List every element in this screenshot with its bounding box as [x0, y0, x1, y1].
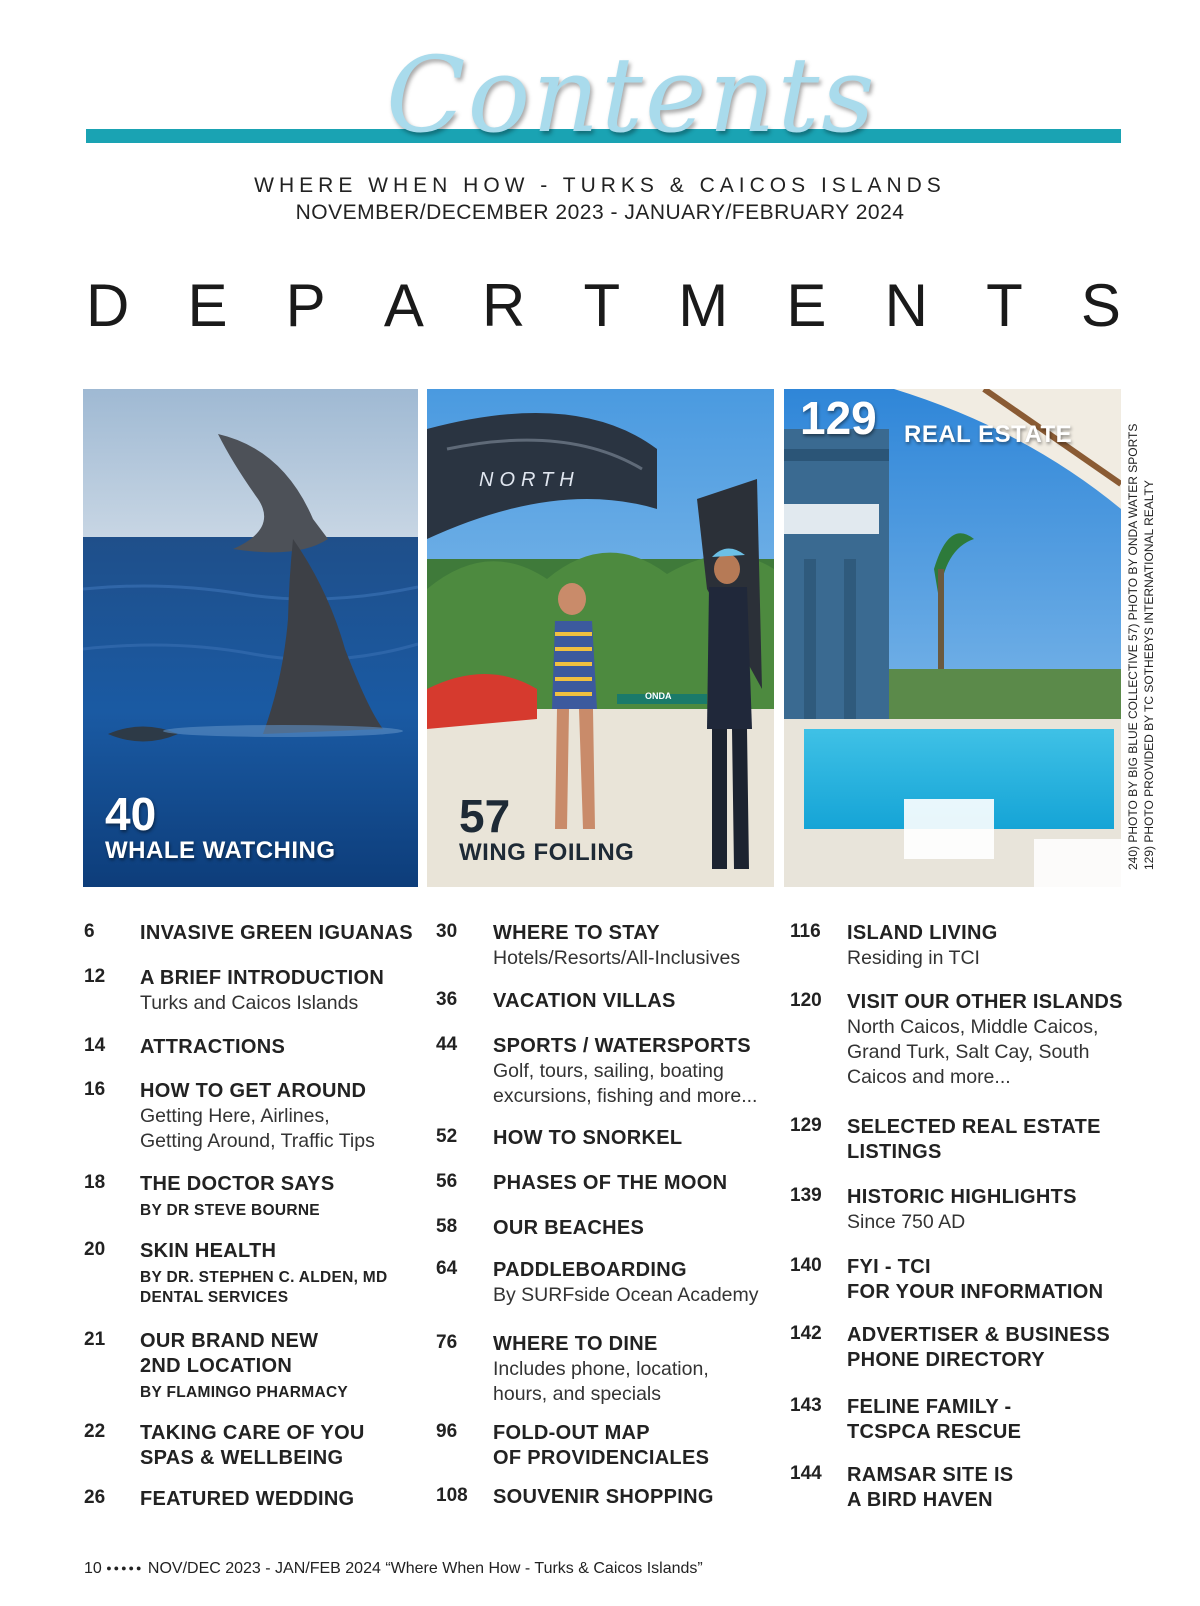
toc-title-line: SELECTED REAL ESTATE	[847, 1116, 1101, 1138]
toc-entry-text	[847, 1395, 1021, 1445]
toc-title-line: PADDLEBOARDING	[493, 1259, 687, 1281]
toc-page-number: 129	[790, 1115, 822, 1136]
toc-title-line: FYI - TCI	[847, 1256, 931, 1278]
toc-page-number: 64	[436, 1258, 458, 1279]
photo-caption: WING FOILING	[459, 839, 635, 866]
toc-title-line: 2ND LOCATION	[140, 1355, 293, 1377]
toc-page-number: 22	[84, 1421, 106, 1442]
toc-title-line: OUR BEACHES	[493, 1217, 645, 1239]
toc-entry-text	[493, 921, 740, 971]
toc-page-number: 14	[84, 1035, 106, 1056]
toc-title-line: OUR BRAND NEW	[140, 1330, 319, 1352]
toc-subtitle-line: Hotels/Resorts/All-Inclusives	[493, 947, 741, 969]
footer-page-number: 10	[84, 1560, 102, 1577]
photo-credits	[1125, 410, 1175, 870]
toc-entry-text	[847, 1255, 1103, 1305]
toc-page-number: 58	[436, 1216, 458, 1237]
toc-byline: BY DR. STEPHEN C. ALDEN, MD	[140, 1269, 388, 1286]
toc-entry-text	[493, 1171, 727, 1196]
toc-entry-text	[493, 989, 676, 1014]
departments-letter: A	[383, 271, 424, 339]
toc-page-number: 142	[790, 1323, 822, 1344]
toc-entry-text	[847, 1463, 1013, 1513]
toc-entry-text	[847, 1323, 1110, 1373]
photo-wing-foiling[interactable]	[427, 389, 774, 887]
toc-byline: DENTAL SERVICES	[140, 1289, 289, 1306]
toc-entry-text	[140, 921, 413, 946]
magazine-name: WHERE WHEN HOW - TURKS & CAICOS ISLANDS	[254, 174, 946, 197]
toc-page-number: 36	[436, 989, 458, 1010]
toc-title-line: PHONE DIRECTORY	[847, 1349, 1045, 1371]
toc-title-line: ISLAND LIVING	[847, 922, 998, 944]
toc-page-number: 143	[790, 1395, 822, 1416]
toc-title-line: SOUVENIR SHOPPING	[493, 1486, 714, 1508]
toc-title-line: WHERE TO STAY	[493, 922, 660, 944]
toc-title-line: INVASIVE GREEN IGUANAS	[140, 922, 413, 944]
footer-dots: ●●●●●	[106, 1563, 144, 1573]
departments-letter: T	[583, 271, 621, 339]
toc-page-number: 21	[84, 1329, 106, 1350]
departments-letter: N	[884, 271, 928, 339]
toc-entry-text	[847, 990, 1123, 1090]
toc-title-line: OF PROVIDENCIALES	[493, 1447, 710, 1469]
departments-letter: E	[187, 271, 228, 339]
toc-subtitle-line: Since 750 AD	[847, 1211, 966, 1233]
toc-title-line: SPORTS / WATERSPORTS	[493, 1035, 751, 1057]
toc-entry-text	[847, 1185, 1077, 1235]
issue-dates: NOVEMBER/DECEMBER 2023 - JANUARY/FEBRUARY 2024	[295, 201, 905, 224]
photo-caption: WHALE WATCHING	[105, 837, 336, 864]
toc-entry-text	[493, 1485, 714, 1510]
toc-subtitle-line: Residing in TCI	[847, 947, 980, 969]
toc-entry-text	[493, 1421, 709, 1471]
toc-page-number: 30	[436, 921, 458, 942]
toc-subtitle-line: hours, and specials	[493, 1383, 662, 1405]
toc-title-line: SKIN HEALTH	[140, 1240, 277, 1262]
toc-page-number: 96	[436, 1421, 458, 1442]
toc-entry-text	[493, 1126, 682, 1151]
toc-title-line: WHERE TO DINE	[493, 1333, 658, 1355]
toc-title-line: VACATION VILLAS	[493, 990, 676, 1012]
photo-page-number: 129	[800, 392, 877, 444]
photo-credit-line-1: 240) PHOTO BY BIG BLUE COLLECTIVE 57) PHOTO BY ONDA WATER SPORTS	[1126, 423, 1140, 870]
departments-letter: D	[86, 271, 130, 339]
toc-page-number: 139	[790, 1185, 822, 1206]
toc-page-number: 26	[84, 1487, 106, 1508]
toc-title-line: RAMSAR SITE IS	[847, 1464, 1014, 1486]
toc-page-number: 12	[84, 966, 106, 987]
departments-letter: E	[786, 271, 827, 339]
toc-page-number: 140	[790, 1255, 822, 1276]
toc-page-number: 56	[436, 1171, 458, 1192]
toc-title-line: SPAS & WELLBEING	[140, 1447, 344, 1469]
toc-subtitle-line: Golf, tours, sailing, boating	[493, 1060, 724, 1082]
toc-subtitle-line: North Caicos, Middle Caicos,	[847, 1016, 1099, 1038]
photo-real-estate[interactable]	[784, 389, 1121, 887]
toc-subtitle-line: Getting Around, Traffic Tips	[140, 1130, 375, 1152]
departments-letter: T	[986, 271, 1023, 339]
departments-letter: P	[285, 271, 326, 339]
toc-title-line: LISTINGS	[847, 1141, 942, 1163]
toc-page-number: 120	[790, 990, 822, 1011]
toc-entry-text	[140, 1421, 365, 1471]
photo-caption: REAL ESTATE	[904, 421, 1073, 448]
toc-title-line: HOW TO SNORKEL	[493, 1127, 683, 1149]
toc-entry-text	[140, 1487, 354, 1512]
toc-title-line: THE DOCTOR SAYS	[140, 1173, 335, 1195]
toc-page-number: 20	[84, 1239, 106, 1260]
toc-page-number: 76	[436, 1332, 458, 1353]
villa-photo-illustration	[784, 389, 1121, 887]
photo-whale-watching[interactable]	[83, 389, 418, 887]
toc-subtitle-line: excursions, fishing and more...	[493, 1085, 758, 1107]
toc-page-number: 116	[790, 921, 821, 942]
toc-page-number: 44	[436, 1034, 458, 1055]
toc-entry-text	[140, 1079, 375, 1154]
toc-title-line: ATTRACTIONS	[140, 1036, 286, 1058]
toc-subtitle-line: By SURFside Ocean Academy	[493, 1284, 759, 1306]
toc-entry-text	[140, 1239, 388, 1308]
toc-entry-text	[493, 1258, 759, 1308]
toc-page-number: 16	[84, 1079, 106, 1100]
toc-title-line: HISTORIC HIGHLIGHTS	[847, 1186, 1077, 1208]
toc-entry-text	[140, 1035, 285, 1060]
photo-page-number: 40	[105, 788, 157, 840]
toc-title-line: PHASES OF THE MOON	[493, 1172, 728, 1194]
toc-page-number: 6	[84, 921, 95, 942]
toc-title-line: FOLD-OUT MAP	[493, 1422, 650, 1444]
toc-entry-text	[493, 1034, 757, 1109]
toc-byline: BY FLAMINGO PHARMACY	[140, 1384, 349, 1401]
photo-page-number: 57	[459, 790, 511, 842]
toc-title-line: FOR YOUR INFORMATION	[847, 1281, 1104, 1303]
toc-title-line: TAKING CARE OF YOU	[140, 1422, 365, 1444]
toc-title-line: TCSPCA RESCUE	[847, 1421, 1022, 1443]
toc-title-line: ADVERTISER & BUSINESS	[847, 1324, 1111, 1346]
toc-page-number: 108	[436, 1485, 468, 1506]
toc-entry-text	[493, 1216, 644, 1241]
toc-title-line: A BRIEF INTRODUCTION	[140, 967, 385, 989]
departments-letter: S	[1080, 271, 1121, 339]
departments-letter: R	[482, 271, 526, 339]
toc-entry-text	[847, 921, 998, 971]
toc-subtitle-line: Caicos and more...	[847, 1066, 1011, 1088]
departments-heading	[86, 270, 1121, 340]
toc-page-number: 52	[436, 1126, 458, 1147]
toc-page-number: 18	[84, 1172, 106, 1193]
toc-entry-text	[140, 1172, 335, 1221]
toc-title-line: FELINE FAMILY -	[847, 1396, 1012, 1418]
toc-page-number: 144	[790, 1463, 822, 1484]
toc-subtitle-line: Includes phone, location,	[493, 1358, 709, 1380]
toc-title-line: A BIRD HAVEN	[847, 1489, 993, 1511]
toc-title-line: HOW TO GET AROUND	[140, 1080, 367, 1102]
table-banner-text: ONDA	[645, 691, 672, 701]
toc-entry-text	[140, 966, 384, 1016]
page-footer	[84, 1560, 703, 1578]
toc-title-line: VISIT OUR OTHER ISLANDS	[847, 991, 1123, 1013]
toc-entry-text	[847, 1115, 1101, 1165]
toc-title-line: FEATURED WEDDING	[140, 1488, 355, 1510]
photo-credit-line-2: 129) PHOTO PROVIDED BY TC SOTHEBYS INTERNATIONAL REALTY	[1142, 480, 1156, 870]
toc-byline: BY DR STEVE BOURNE	[140, 1202, 320, 1219]
contents-script-title: Contents	[386, 34, 877, 156]
footer-issue-text: NOV/DEC 2023 - JAN/FEB 2024 “Where When How - Turks & Caicos Islands”	[147, 1560, 703, 1577]
toc-subtitle-line: Getting Here, Airlines,	[140, 1105, 330, 1127]
toc-entry-text	[140, 1329, 348, 1403]
toc-subtitle-line: Turks and Caicos Islands	[140, 992, 359, 1014]
toc-subtitle-line: Grand Turk, Salt Cay, South	[847, 1041, 1090, 1063]
departments-letter: M	[678, 271, 729, 339]
toc-entry-text	[493, 1332, 709, 1407]
board-brand-text: NORTH	[479, 469, 580, 491]
